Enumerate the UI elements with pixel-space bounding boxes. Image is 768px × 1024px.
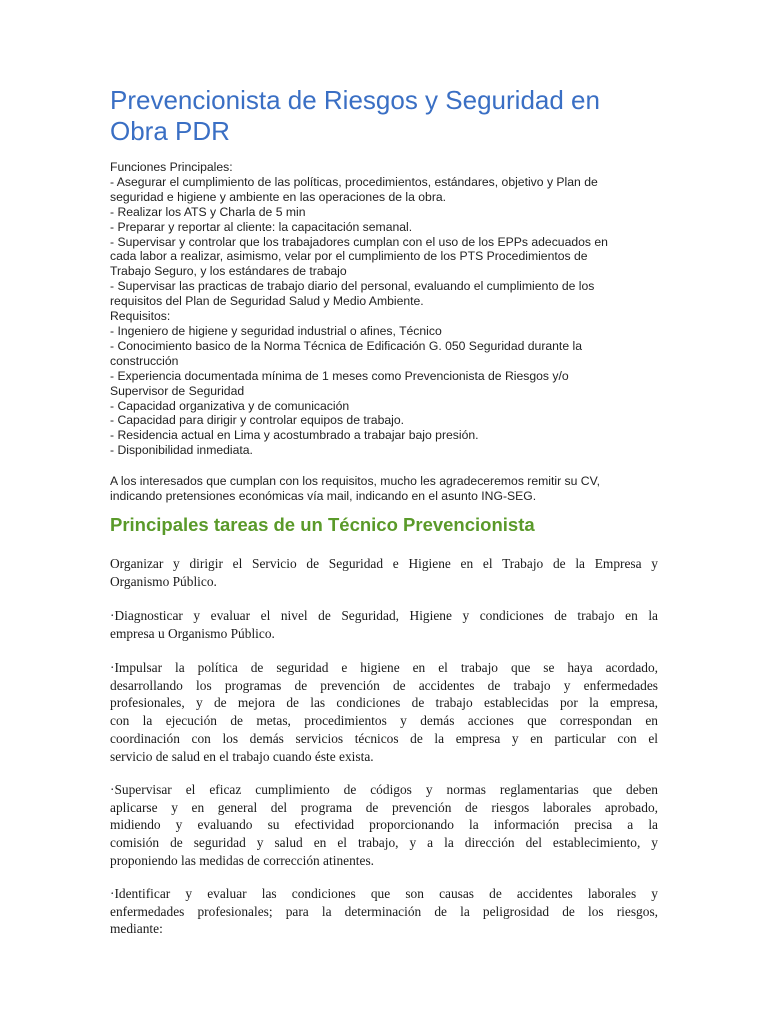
text-line: ·Diagnosticar y evaluar el nivel de Seguridad, Higiene y condiciones de trabajo en la (110, 608, 658, 623)
text-line: empresa u Organismo Público. (110, 625, 275, 641)
text-line: construcción (110, 353, 179, 368)
section-heading: Principales tareas de un Técnico Prevencionista (110, 514, 535, 535)
text-line: - Disponibilidad inmediata. (110, 443, 253, 458)
text-line: - Capacidad organizativa y de comunicación (110, 398, 350, 413)
text-line: enfermedades profesionales; para la determinación de la peligrosidad de los riesgos, (110, 903, 658, 919)
text-line: - Capacidad para dirigir y controlar equipos de trabajo. (110, 413, 405, 428)
text-line: - Ingeniero de higiene y seguridad industrial o afines, Técnico (110, 323, 442, 338)
text-line: - Residencia actual en Lima y acostumbrado a trabajar bajo presión. (110, 428, 479, 443)
text-line: profesionales, y de mejora de las condiciones de trabajo establecidas por la empresa, (110, 695, 658, 711)
job-description-block (110, 160, 665, 458)
text-line: con la ejecución de metas, procedimientos y demás acciones que correspondan en (110, 713, 658, 729)
text-line: coordinación con los demás servicios técnicos de la empresa y en particular con el (110, 730, 658, 746)
text-line: - Asegurar el cumplimiento de las políticas, procedimientos, estándares, objetivo y Plan de (110, 174, 598, 189)
text-line: indicando pretensiones económicas vía mail, indicando en el asunto ING-SEG. (110, 489, 537, 503)
text-line: aplicarse y en general del programa de prevención de riesgos laborales aprobado, (110, 799, 658, 815)
text-line: - Conocimiento basico de la Norma Técnica de Edificación G. 050 Seguridad durante la (110, 338, 582, 353)
text-line: seguridad e higiene y ambiente en las operaciones de la obra. (110, 189, 447, 204)
text-line: proponiendo las medidas de corrección atinentes. (110, 852, 375, 868)
text-line: Requisitos: (110, 309, 171, 324)
text-line: - Realizar los ATS y Charla de 5 min (110, 204, 306, 219)
application-note (110, 474, 600, 504)
task-paragraph (110, 607, 658, 642)
page-title (110, 85, 670, 147)
task-paragraph (110, 781, 658, 870)
text-line: A los interesados que cumplan con los requisitos, mucho les agradeceremos remitir su CV, (110, 474, 600, 488)
text-line: Supervisor de Seguridad (110, 383, 245, 398)
text-line: desarrollando los programas de prevención de accidentes de trabajo y enfermedades (110, 677, 658, 693)
text-line: ·Impulsar la política de seguridad e higiene en el trabajo que se haya acordado, (110, 660, 658, 675)
text-line: comisión de seguridad y salud en el trabajo, y a la dirección del establecimiento, y (110, 835, 658, 851)
text-line: ·Identificar y evaluar las condiciones que son causas de accidentes laborales y (110, 886, 658, 901)
text-line: - Experiencia documentada mínima de 1 meses como Prevencionista de Riesgos y/o (110, 368, 569, 383)
task-paragraph (110, 659, 658, 765)
task-paragraph (110, 885, 658, 938)
text-line: servicio de salud en el trabajo cuando éste exista. (110, 748, 374, 764)
text-line: midiendo y evaluando su efectividad proporcionando la información precisa a la (110, 817, 658, 833)
text-line: cada labor a realizar, asimismo, velar por el cumplimiento de los PTS Procedimientos de (110, 249, 588, 264)
text-line: - Preparar y reportar al cliente: la capacitación semanal. (110, 219, 413, 234)
task-paragraph (110, 555, 658, 590)
text-line: - Supervisar y controlar que los trabajadores cumplan con el uso de los EPPs adecuados en (110, 234, 608, 249)
text-line: Funciones Principales: (110, 160, 233, 174)
text-line: - Supervisar las practicas de trabajo diario del personal, evaluando el cumplimiento de los (110, 279, 595, 294)
text-line: Organismo Público. (110, 573, 217, 589)
text-line: Trabajo Seguro, y los estándares de trabajo (110, 264, 347, 279)
text-line: ·Supervisar el eficaz cumplimiento de códigos y normas reglamentarias que deben (110, 782, 658, 797)
page-title-line: Prevencionista de Riesgos y Seguridad en (110, 85, 600, 115)
text-line: mediante: (110, 921, 163, 937)
page-title-line: Obra PDR (110, 116, 230, 146)
text-line: Organizar y dirigir el Servicio de Seguridad e Higiene en el Trabajo de la Empresa y (110, 556, 658, 571)
text-line: requisitos del Plan de Seguridad Salud y Medio Ambiente. (110, 294, 424, 309)
